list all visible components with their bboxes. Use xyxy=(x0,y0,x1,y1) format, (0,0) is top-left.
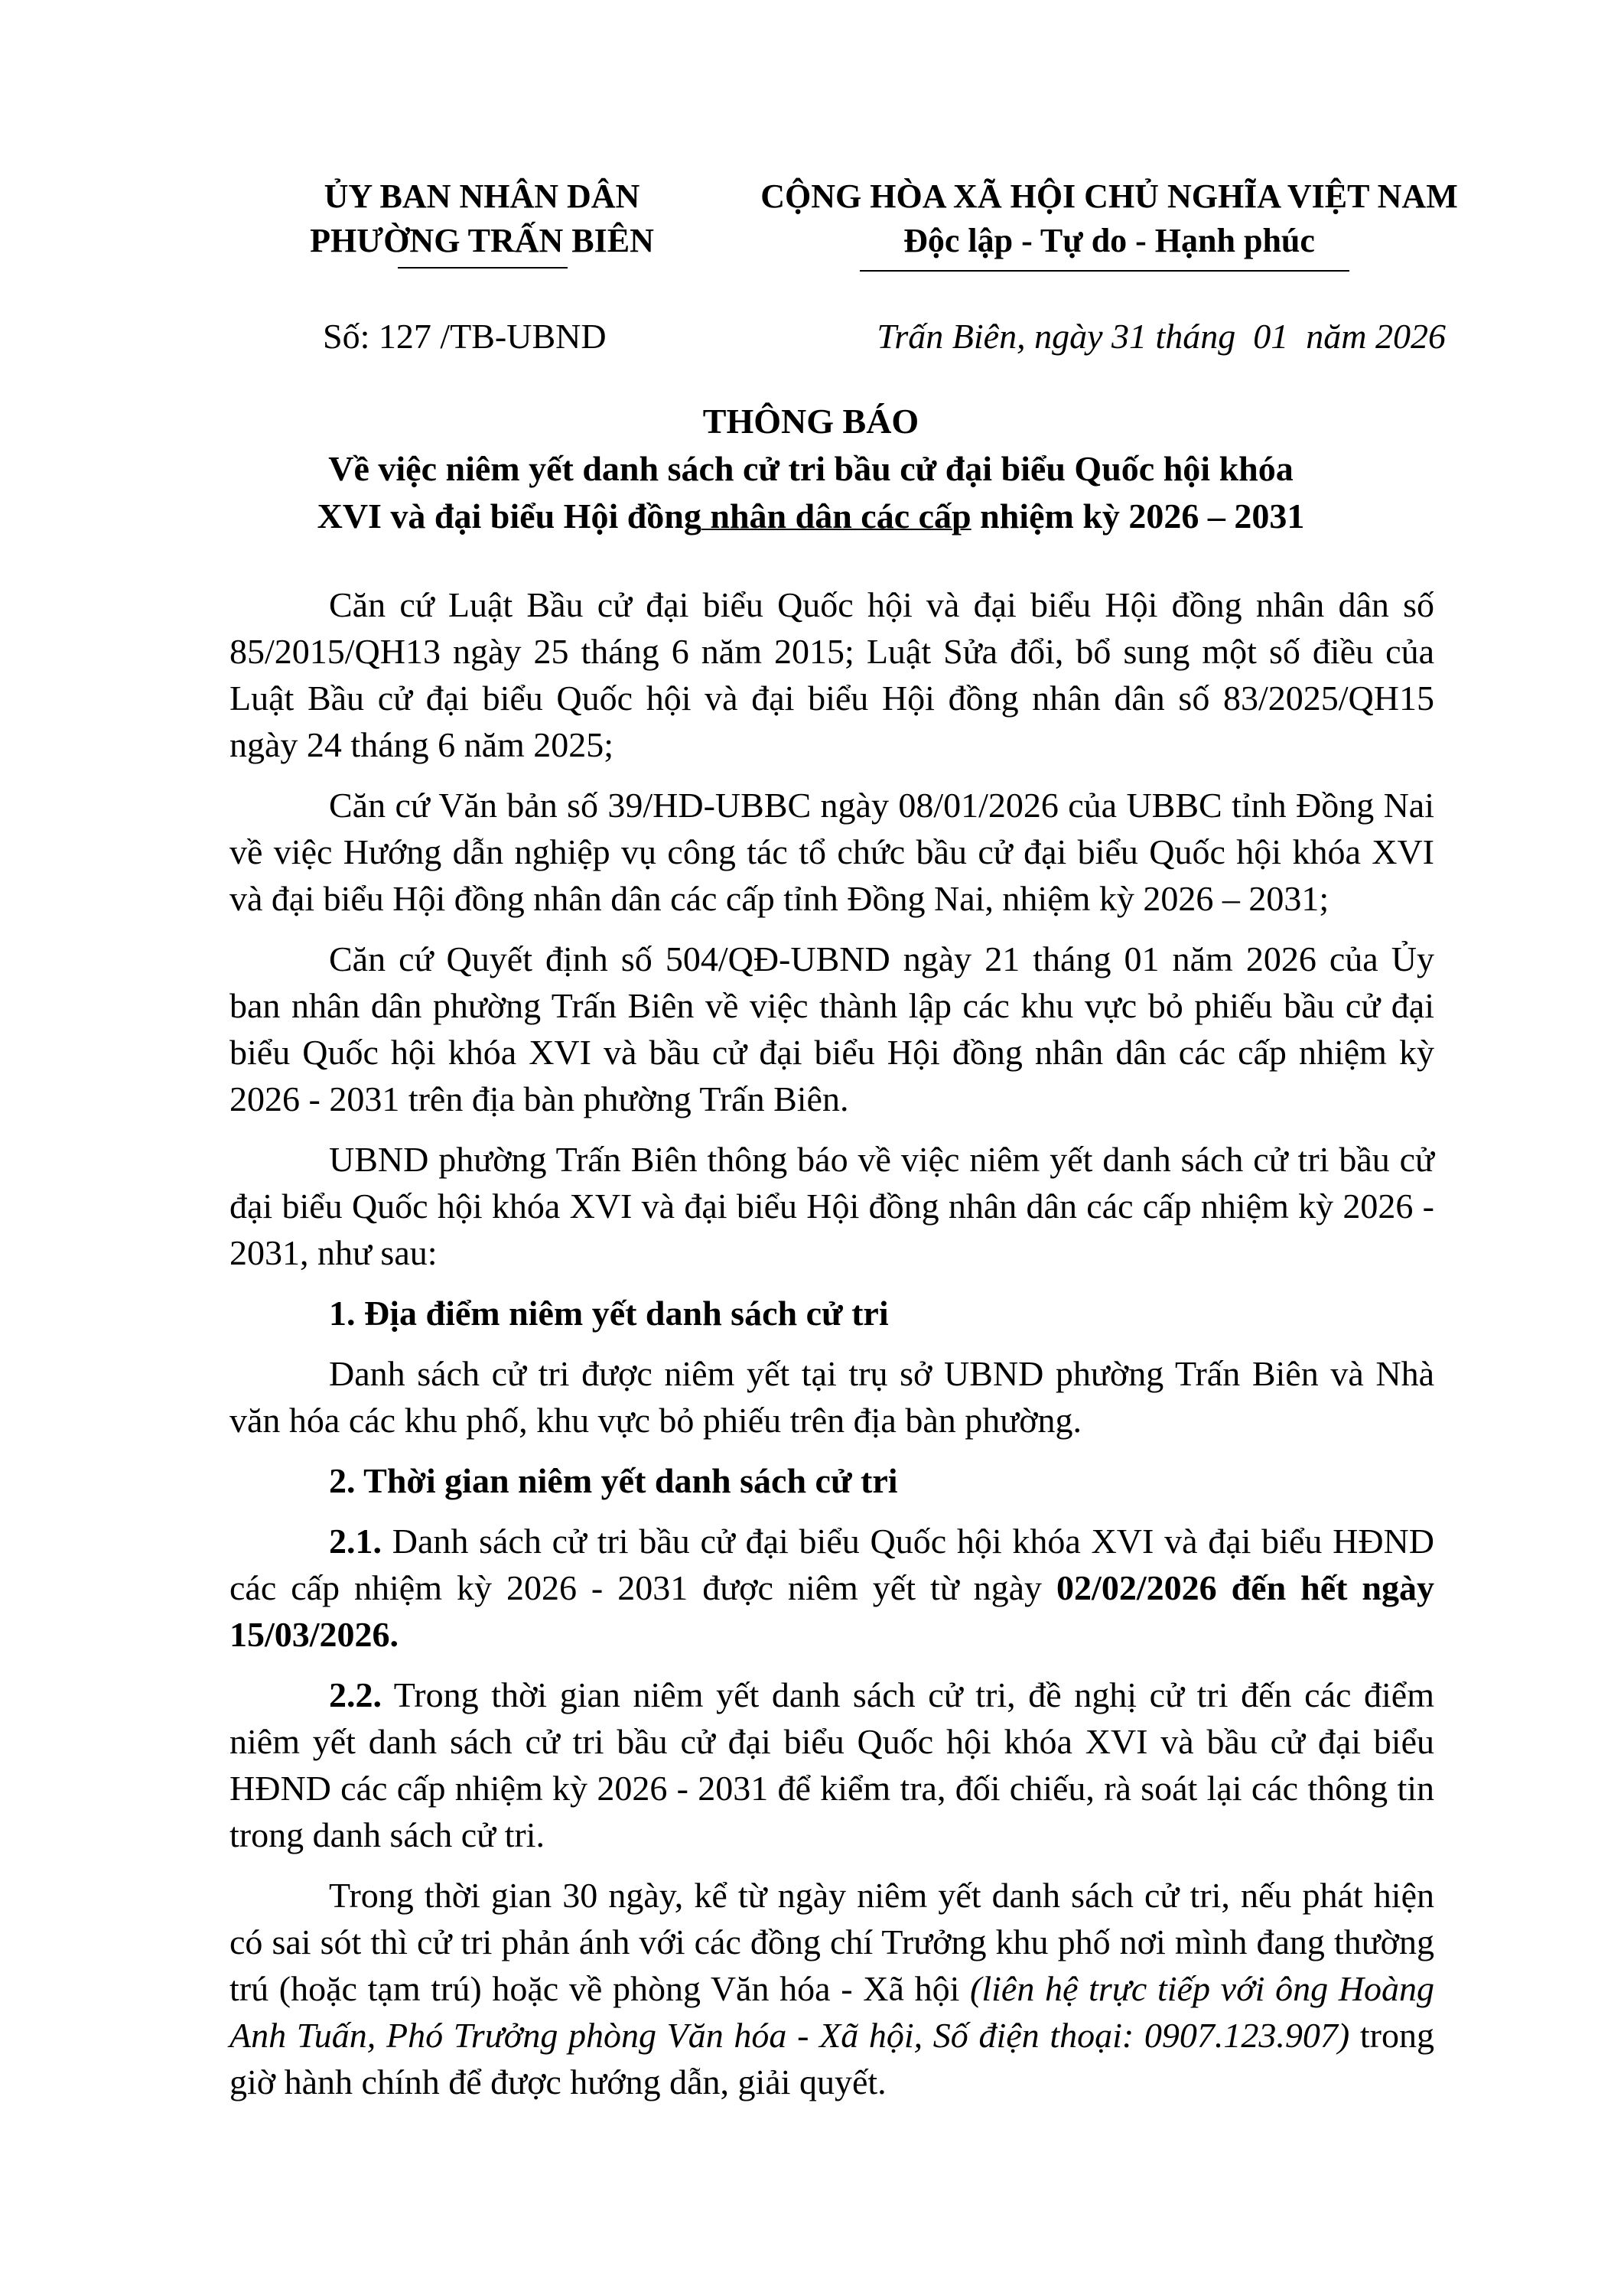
feedback-text-b: trong giờ hành chính để được hướng dẫn, giải quyết. xyxy=(229,2016,1434,2101)
paragraph-legal-basis-1: Căn cứ Luật Bầu cử đại biểu Quốc hội và đại biểu Hội đồng nhân dân số 85/2015/QH13 ngày 25 tháng 6 năm 2015; Luật Sửa đổi, bổ sung một số điều của Luật Bầu cử đại biểu Quốc hội và đại biểu Hội đồng nhân dân số 83/2025/QH15 ngày 24 tháng 6 năm 2025; xyxy=(229,585,1434,764)
subject-part-c: nhiệm kỳ 2026 – 2031 xyxy=(971,496,1305,536)
document-date: Trấn Biên, ngày 31 tháng 01 năm 2026 xyxy=(877,317,1446,356)
motto-line: Độc lập - Tự do - Hạnh phúc xyxy=(903,222,1315,259)
issuing-authority xyxy=(252,174,711,263)
national-motto xyxy=(719,174,1499,263)
section-2-1 xyxy=(229,1518,1434,1658)
title-subject-line-1: Về việc niêm yết danh sách cử tri bầu cử đại biểu Quốc hội khóa xyxy=(328,449,1294,488)
section-1-heading: 1. Địa điểm niêm yết danh sách cử tri xyxy=(329,1294,889,1333)
section-2-1-label: 2.1. xyxy=(329,1522,382,1561)
motto-underline xyxy=(860,270,1349,272)
subject-part-b: nhân dân các cấp xyxy=(701,496,971,536)
subject-part-a: XVI và đại biểu Hội đồng xyxy=(317,496,701,536)
document-number: Số: 127 /TB-UBND xyxy=(323,317,607,356)
document-title xyxy=(191,398,1430,540)
nation-name: CỘNG HÒA XÃ HỘI CHỦ NGHĨA VIỆT NAM xyxy=(760,177,1458,215)
feedback-text-a: Trong thời gian 30 ngày, kể từ ngày niêm yết danh sách cử tri, nếu phát hiện có sai sót thì cử tri phản ánh với các đồng chí Trưởng khu phố nơi mình đang thường trú (hoặc tạm trú) hoặc về phòng Văn hóa - Xã hội xyxy=(229,1876,1434,2008)
section-1-text: Danh sách cử tri được niêm yết tại trụ sở UBND phường Trấn Biên và Nhà văn hóa các khu phố, khu vực bỏ phiếu trên địa bàn phường. xyxy=(229,1354,1434,1440)
title-heading: THÔNG BÁO xyxy=(702,402,919,441)
document-body xyxy=(229,581,1434,2119)
section-2-heading: 2. Thời gian niêm yết danh sách cử tri xyxy=(329,1461,898,1500)
paragraph-announcement: UBND phường Trấn Biên thông báo về việc niêm yết danh sách cử tri bầu cử đại biểu Quốc hội khóa XVI và đại biểu Hội đồng nhân dân các cấp nhiệm kỳ 2026 - 2031, như sau: xyxy=(229,1140,1434,1272)
feedback-contact: (liên hệ trực tiếp với ông Hoàng Anh Tuấn, Phó Trưởng phòng Văn hóa - Xã hội, Số điện thoại: 0907.123.907) xyxy=(229,1969,1434,2055)
section-2-2-text: Trong thời gian niêm yết danh sách cử tri, đề nghị cử tri đến các điểm niêm yết danh sách cử tri bầu cử đại biểu Quốc hội khóa XVI và bầu cử đại biểu HĐND các cấp nhiệm kỳ 2026 - 2031 để kiểm tra, đối chiếu, rà soát lại các thông tin trong danh sách cử tri. xyxy=(229,1675,1434,1854)
section-2-2-label: 2.2. xyxy=(329,1675,382,1714)
paragraph-legal-basis-2: Căn cứ Văn bản số 39/HD-UBBC ngày 08/01/2026 của UBBC tỉnh Đồng Nai về việc Hướng dẫn nghiệp vụ công tác tổ chức bầu cử đại biểu Quốc hội khóa XVI và đại biểu Hội đồng nhân dân các cấp tỉnh Đồng Nai, nhiệm kỳ 2026 – 2031; xyxy=(229,786,1434,918)
title-subject-line-2 xyxy=(191,493,1430,540)
authority-line-1: ỦY BAN NHÂN DÂN xyxy=(324,177,640,215)
section-2-1-text: Danh sách cử tri bầu cử đại biểu Quốc hội khóa XVI và đại biểu HĐND các cấp nhiệm kỳ 2026 - 2031 được niêm yết từ ngày xyxy=(229,1522,1434,1607)
authority-line-2: PHƯỜNG TRẤN BIÊN xyxy=(310,222,654,259)
authority-underline xyxy=(398,267,568,269)
paragraph-legal-basis-3: Căn cứ Quyết định số 504/QĐ-UBND ngày 21 tháng 01 năm 2026 của Ủy ban nhân dân phường Trấn Biên về việc thành lập các khu vực bỏ phiếu bầu cử đại biểu Quốc hội khóa XVI và bầu cử đại biểu Hội đồng nhân dân các cấp nhiệm kỳ 2026 - 2031 trên địa bàn phường Trấn Biên. xyxy=(229,939,1434,1118)
paragraph-feedback xyxy=(229,1872,1434,2105)
section-2-1-dates: 02/02/2026 đến hết ngày 15/03/2026. xyxy=(229,1568,1435,1654)
section-2-2 xyxy=(229,1672,1434,1858)
